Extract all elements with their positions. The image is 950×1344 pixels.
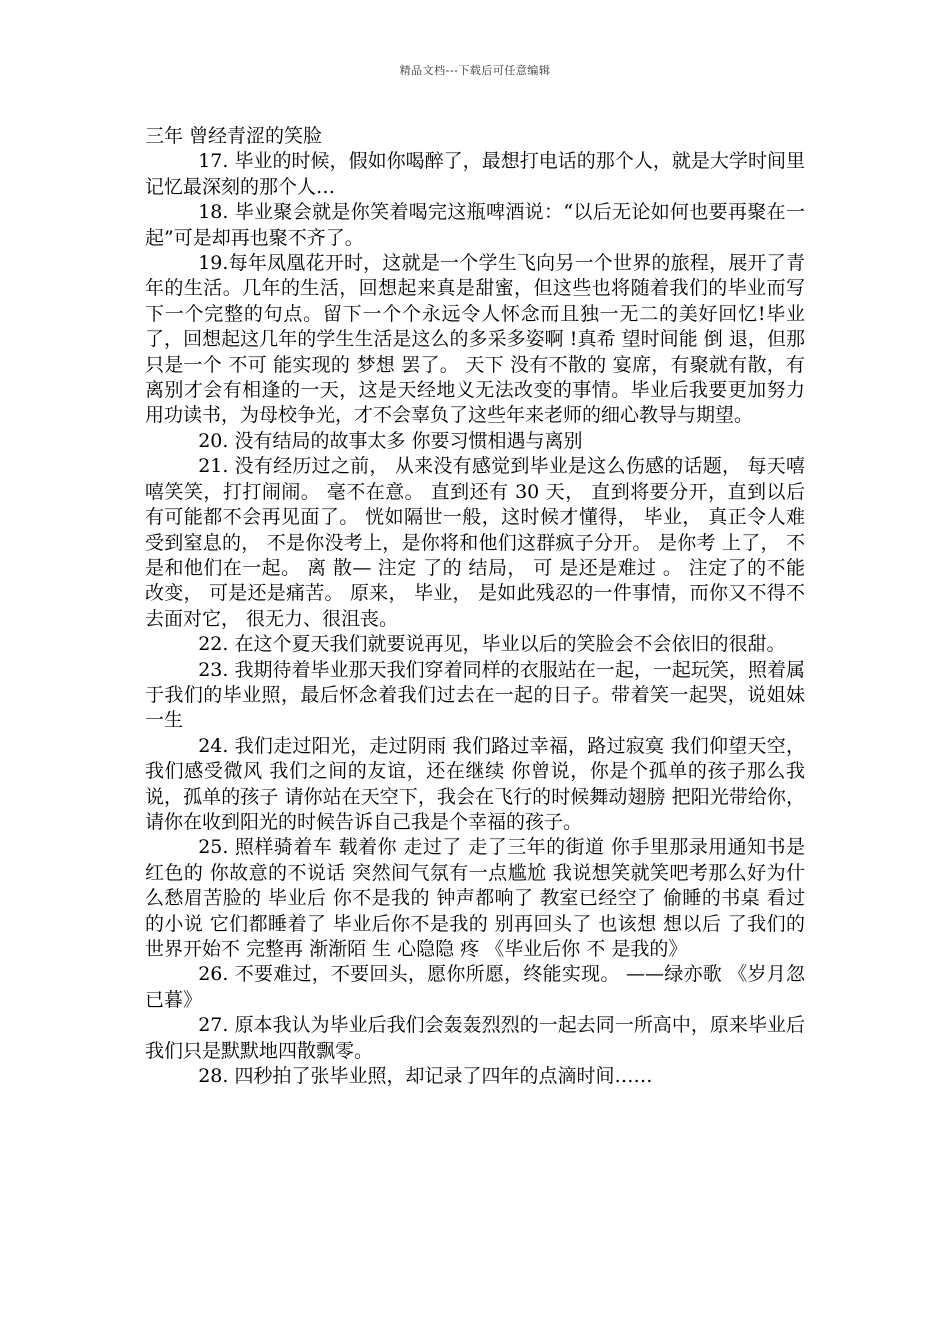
paragraph-28: 28. 四秒拍了张毕业照，却记录了四年的点滴时间…… bbox=[198, 1065, 653, 1088]
paragraph-18: 18. 毕业聚会就是你笑着喝完这瓶啤酒说：“以后无论如何也要再聚在一起”可是却再也聚不齐了。 bbox=[145, 201, 805, 249]
document-body bbox=[145, 124, 805, 1089]
paragraph-25: 25. 照样骑着车 载着你 走过了 走了三年的街道 你手里那录用通知书是红色的 你故意的不说话 突然间气氛有一点尴尬 我说想笑就笑吧考那么好为什么愁眉苦脸的 毕业后 你不是我的 钟声都响了 教室已经空了 偷睡的书桌 看过的小说 它们都睡着了 毕业后你不是我的 别再回头了 也该想 想以后 了我们的世界开始不 完整再 渐渐陌 生 心隐隐 疼 《毕业后你 不 是我的》 bbox=[145, 836, 805, 960]
paragraph-22: 22. 在这个夏天我们就要说再见，毕业以后的笑脸会不会依旧的很甜。 bbox=[198, 633, 786, 656]
paragraph-19: 19.每年凤凰花开时，这就是一个学生飞向另一个世界的旅程，展开了青年的生活。几年的生活，回想起来真是甜蜜，但这些也将随着我们的毕业而写下一个完整的句点。留下一个个永远令人怀念而且独一无二的美好回忆!毕业了，回想起这几年的学生生活是这么的多采多姿啊 !真希 望时间能 倒 退，但那只是一个 不可 能实现的 梦想 罢了。 天下 没有不散的 宴席，有聚就有散，有离别才会有相逢的一天，这是天经地义无法改变的事情。毕业后我要更加努力用功读书，为母校争光，才不会辜负了这些年来老师的细心教导与期望。 bbox=[145, 252, 805, 427]
paragraph-21: 21. 没有经历过之前， 从来没有感觉到毕业是这么伤感的话题， 每天嘻嘻笑笑，打打闹闹。 毫不在意。 直到还有 30 天， 直到将要分开，直到以后有可能都不会再见面了。 恍如隔世一般，这时候才懂得， 毕业， 真正令人难受到窒息的， 不是你没考上，是你将和他们这群疯子分开。 是你考 上了， 不是和他们在一起。 离 散— 注定 了的 结局， 可 是还是难过 。 注定了的不能改变， 可是还是痛苦。 原来， 毕业， 是如此残忍的一件事情，而你又不得不去面对它， 很无力、很沮丧。 bbox=[145, 455, 805, 630]
paragraph-17: 17. 毕业的时候，假如你喝醉了，最想打电话的那个人，就是大学时间里记忆最深刻的那个人… bbox=[145, 150, 805, 198]
document-title: 三年 曾经青涩的笑脸 bbox=[145, 125, 323, 147]
paragraph-23: 23. 我期待着毕业那天我们穿着同样的衣服站在一起，一起玩笑，照着属于我们的毕业照，最后怀念着我们过去在一起的日子。带着笑一起哭，说姐妹一生 bbox=[145, 658, 805, 732]
paragraph-24: 24. 我们走过阳光，走过阴雨 我们路过幸福，路过寂寞 我们仰望天空，我们感受微风 我们之间的友谊，还在继续 你曾说，你是个孤单的孩子那么我说，孤单的孩子 请你站在天空下，我会在飞行的时候舞动翅膀 把阳光带给你，请你在收到阳光的时候告诉自己我是个幸福的孩子。 bbox=[145, 734, 805, 833]
paragraph-27: 27. 原本我认为毕业后我们会轰轰烈烈的一起去同一所高中，原来毕业后我们只是默默地四散飘零。 bbox=[145, 1014, 805, 1062]
page-header: 精品文档---下载后可任意编辑 bbox=[399, 64, 551, 77]
paragraph-20: 20. 没有结局的故事太多 你要习惯相遇与离别 bbox=[198, 429, 583, 452]
paragraph-26: 26. 不要难过，不要回头，愿你所愿，终能实现。 ——绿亦歌 《岁月忽已暮》 bbox=[145, 963, 805, 1011]
